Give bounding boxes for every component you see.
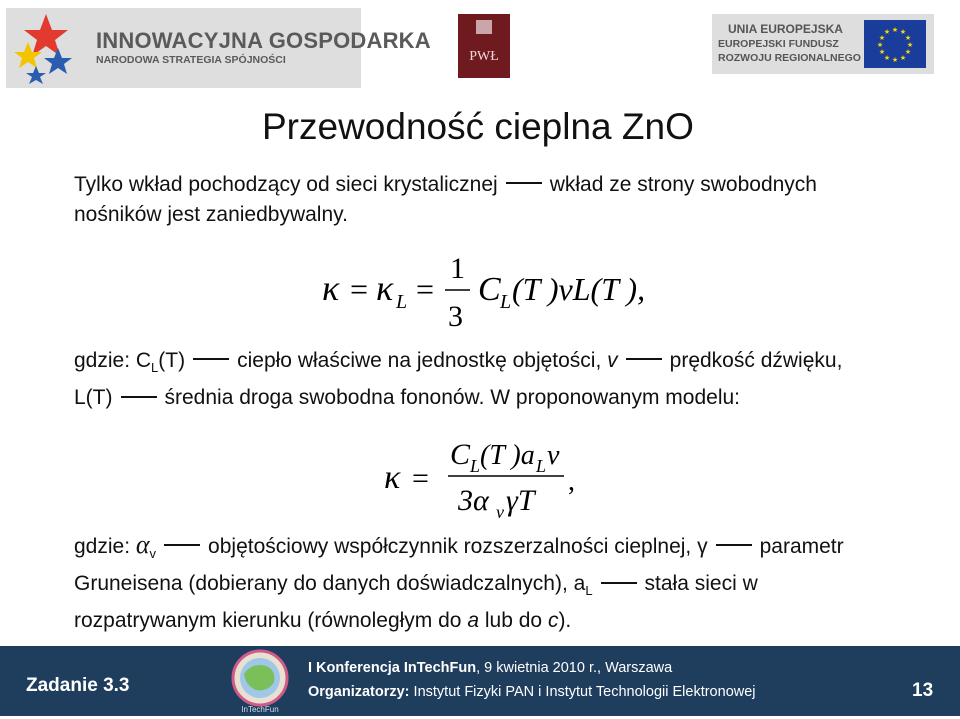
intechfun-globe-icon [222,648,298,714]
svg-text:PWŁ: PWŁ [469,49,499,64]
svg-text:γT: γT [506,484,535,517]
pwl-logo [458,14,510,78]
section-label: Zadanie 3.3 [26,675,130,696]
svg-text:κ: κ [322,268,340,308]
svg-text:L: L [396,291,408,313]
definition-paragraph: gdzie: $C_L(T)$ ciepło właściwe na jednostkę objętości, v prędkość dźwięku, L(T) średnia droga swobodna fononów. W proponowanym modelu: [74,349,843,410]
svg-text:★: ★ [899,54,907,62]
svg-text:L: L [500,291,512,313]
svg-text:★: ★ [904,48,912,56]
page-number: 13 [912,680,934,701]
svg-text:κ: κ [384,459,401,496]
svg-text:=: = [350,271,369,307]
svg-text:3: 3 [448,300,463,333]
conference-line: I Konferencja InTechFun, 9 kwietnia 2010 r., Warszawa [308,660,673,676]
svg-text:,: , [568,466,575,497]
svg-text:★: ★ [906,41,914,49]
svg-text:L: L [536,456,547,476]
svg-text:(T )vL(T ),: (T )vL(T ), [512,271,646,307]
svg-text:L: L [470,456,481,476]
svg-text:=: = [416,271,435,307]
footer-bar [0,646,960,716]
eu-line-2: EUROPEJSKI FUNDUSZ [718,38,839,50]
svg-text:★: ★ [891,26,899,34]
intechfun-logo [222,648,298,714]
organizers-line: Organizatorzy: Instytut Fizyki PAN i Instytut Technologii Elektronowej [308,684,756,700]
innowacyjna-subtitle: NARODOWA STRATEGIA SPÓJNOŚCI [96,54,286,66]
model-definition-paragraph: gdzie: $\alpha_v$ objętościowy współczynnik rozszerzalności cieplnej, γ parametr Gruneisena (dobierany do danych doświadczalnych), $a_L$ stała sieci w rozpatrywanym kierunku (równoległym do a lub do c). [74,530,844,633]
svg-text:=: = [412,462,429,495]
slide-title: Przewodność cieplna ZnO [262,106,694,147]
stars-emblem-icon [6,8,86,88]
svg-text:v: v [496,502,504,522]
pwl-crest-icon [458,14,510,78]
svg-text:★: ★ [883,28,891,36]
svg-text:1: 1 [450,252,465,285]
svg-text:C: C [450,438,471,471]
eu-line-3: ROZWOJU REGIONALNEGO [718,52,861,64]
svg-text:InTechFun: InTechFun [241,705,279,714]
innowacyjna-title: INNOWACYJNA GOSPODARKA [96,28,431,53]
svg-text:★: ★ [878,48,886,56]
svg-text:3α: 3α [458,484,489,517]
svg-text:★: ★ [878,34,886,42]
equation-kappa-lattice [300,248,660,338]
equation-kappa-model [380,432,620,524]
svg-text:C: C [478,271,501,308]
svg-text:★: ★ [899,28,907,36]
svg-text:★: ★ [883,54,891,62]
svg-text:v: v [547,440,560,471]
svg-text:★: ★ [904,34,912,42]
eu-flag-icon [864,20,926,68]
svg-text:κ: κ [376,268,394,308]
eu-line-1: UNIA EUROPEJSKA [728,22,843,36]
intro-paragraph: Tylko wkład pochodzący od sieci krystalicznej wkład ze strony swobodnych nośników jest zaniedbywalny. [74,173,817,226]
svg-text:★: ★ [876,41,884,49]
svg-text:★: ★ [891,56,899,64]
svg-text:(T )a: (T )a [480,440,535,471]
